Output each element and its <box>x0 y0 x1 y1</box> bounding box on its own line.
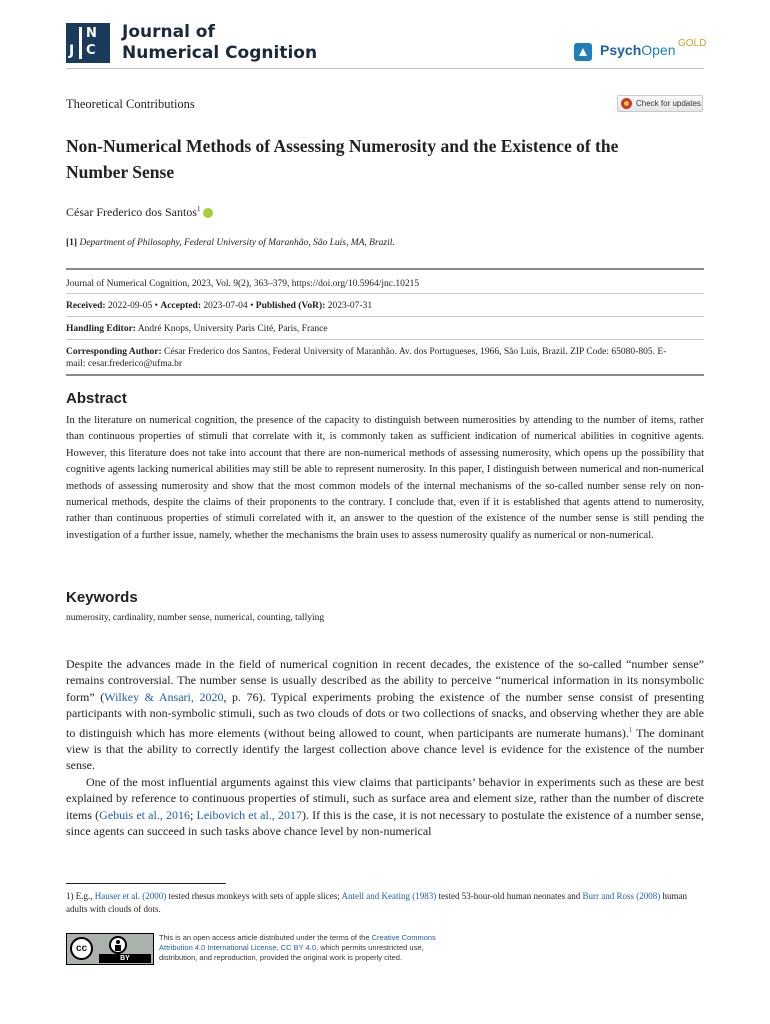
journal-name-line1: Journal of <box>122 22 215 42</box>
body-text <box>66 656 704 839</box>
author-line <box>66 205 213 220</box>
accepted-date: 2023-07-04 <box>203 301 248 311</box>
crossmark-icon <box>621 98 632 109</box>
dates-line: Received: 2022-09-05 • Accepted: 2023-07-04 • Published (VoR): 2023-07-31 <box>66 301 373 311</box>
publisher-open: Open <box>641 42 676 58</box>
citation-link[interactable]: Hauser et al. (2000) <box>94 891 167 901</box>
corresponding-line1: César Frederico dos Santos, Federal University of Maranhão. Av. dos Portugueses, 1966, São Luís, Brazil. ZIP Code: 65080-805. E- <box>164 347 667 357</box>
publisher-gold: GOLD <box>678 38 707 49</box>
logo-letter-c: C <box>86 43 96 58</box>
article-section: Theoretical Contributions <box>66 97 195 111</box>
by-label: BY <box>99 954 151 963</box>
meta-rule-2 <box>66 316 704 317</box>
logo-letter-j: J <box>69 43 75 59</box>
check-updates-label: Check for updates <box>636 99 701 108</box>
license-text: This is an open access article distributed under the terms of the Creative Commons Attribution 4.0 International License, CC BY 4.0, which permits unrestricted use, distribution, and reproduction, provided the original work is properly cited. <box>159 933 436 962</box>
footnote: 1) E.g., Hauser et al. (2000) tested rhesus monkeys with sets of apple slices; Antell and Keating (1983) tested 53-hour-old human neonates and Burr and Ross (2008) human adults with clouds of dots. <box>66 891 687 914</box>
citation: Journal of Numerical Cognition, 2023, Vol. 9(2), 363–379, https://doi.org/10.5964/jnc.10215 <box>66 279 420 289</box>
affiliation <box>66 238 395 248</box>
keywords-text: numerosity, cardinality, number sense, numerical, counting, tallying <box>66 613 325 623</box>
citation-link[interactable]: Antell and Keating (1983) <box>341 891 437 901</box>
check-updates-button[interactable] <box>617 95 703 112</box>
abstract-text: In the literature on numerical cognition, the presence of the capacity to distinguish between numerosities by attending to the number of items, rather than continuous properties of stimuli that correlate with it, is commonly taken as sufficient indication of numerical abilities in cognitive agents. However, this literature does not take into account that there are non-numerical methods of assessing numerosity, which opens up the possibility that cognitive agents lacking numerical abilities may still be able to represent numerosity. In this paper, I distinguish between numerical and non-numerical methods of assessing numerosity and show that the most common models of the internal mechanisms of the so-called number sense rely on non-numerical methods, despite the claims of their proponents to the contrary. I conclude that, even if it is established that agents attend to numerosity, rather than continuous properties of stimuli correlated with it, an answer to the question of the existence of the number sense is still pending the investigation of a further issue, namely, whether the mechanisms the brain uses to assess numerosity qualify as numerical or non-numerical. <box>66 415 704 541</box>
editor-label: Handling Editor: <box>66 324 136 334</box>
affiliation-number: [1] <box>66 238 78 248</box>
meta-rule-3 <box>66 339 704 340</box>
footnote-number: 1) <box>66 891 74 901</box>
psychopen-icon <box>573 42 593 62</box>
attribution-icon <box>109 936 127 954</box>
meta-bottom-rule <box>66 374 704 376</box>
cc-by-badge[interactable] <box>66 933 154 965</box>
body-paragraph-1: Despite the advances made in the field of numerical cognition in recent decades, the existence of the so-called “number sense” remains controversial. The number sense is usually described as the ability to perceive “numerical information in its nonsymbolic form” (Wilkey & Ansari, 2020, p. 76). Typical experiments probing the existence of the number sense consist of presenting participants with non-symbolic stimuli, such as two clouds of dots or two collections of snacks, and observing whether they are able to distinguish which has more elements (without being allowed to count, when participants are numerate humans).$^1$ The dominant view is that the ability to correctly identify the largest collection above chance level is evidence for the existence of the number sense. <box>66 657 704 773</box>
corresponding-author <box>66 346 696 370</box>
affiliation-text: Department of Philosophy, Federal University of Maranhão, São Luís, MA, Brazil. <box>79 238 395 248</box>
published-date: 2023-07-31 <box>327 301 373 311</box>
editor-text: André Knops, University Paris Cité, Paris, France <box>137 324 328 334</box>
title-line2: Number Sense <box>66 162 175 182</box>
accepted-label: Accepted: <box>160 301 201 311</box>
citation-link[interactable]: Burr and Ross (2008) <box>582 891 661 901</box>
corresponding-label: Corresponding Author: <box>66 347 162 357</box>
meta-top-rule <box>66 268 704 270</box>
article-title <box>66 133 706 185</box>
header-divider <box>66 68 704 69</box>
cc-icon: cc <box>70 937 93 960</box>
received-label: Received: <box>66 301 106 311</box>
citation-link[interactable]: Gebuis et al., 2016 <box>99 807 190 822</box>
published-label: Published (VoR): <box>255 301 326 311</box>
orcid-icon[interactable] <box>203 208 213 218</box>
corresponding-line2: mail: cesar.frederico@ufma.br <box>66 359 183 369</box>
logo-letter-n: N <box>86 26 97 41</box>
title-line1: Non-Numerical Methods of Assessing Numerosity and the Existence of the <box>66 136 619 156</box>
journal-name <box>122 22 317 64</box>
publisher-psych: Psych <box>600 42 642 58</box>
journal-name-line2: Numerical Cognition <box>122 43 318 63</box>
footnote-ref[interactable]: 1 <box>628 725 633 734</box>
handling-editor <box>66 323 696 335</box>
meta-rule-1 <box>66 293 704 294</box>
abstract-heading: Abstract <box>66 390 127 407</box>
received-date: 2022-09-05 <box>107 301 153 311</box>
journal-logo <box>66 23 110 63</box>
license-link[interactable]: Creative Commons Attribution 4.0 International License, CC BY 4.0 <box>159 933 436 952</box>
citation-link[interactable]: Wilkey & Ansari, 2020 <box>104 689 224 704</box>
author-affil-sup: 1 <box>196 205 201 213</box>
citation-link[interactable]: Leibovich et al., 2017 <box>196 807 302 822</box>
footnote-rule <box>66 883 226 884</box>
keywords-heading: Keywords <box>66 589 138 606</box>
publisher-logo[interactable] <box>600 42 676 58</box>
body-paragraph-2: One of the most influential arguments against this view claims that participants’ behavior in experiments such as these are best explained by reference to continuous properties of stimuli, such as surface area and element size, rather than the number of discrete items (Gebuis et al., 2016; Leibovich et al., 2017). If this is the case, it is not necessary to postulate the existence of a number sense, since agents can succeed in such tasks above chance level by non-numerical <box>66 774 704 839</box>
author-name[interactable]: César Frederico dos Santos <box>66 205 197 219</box>
